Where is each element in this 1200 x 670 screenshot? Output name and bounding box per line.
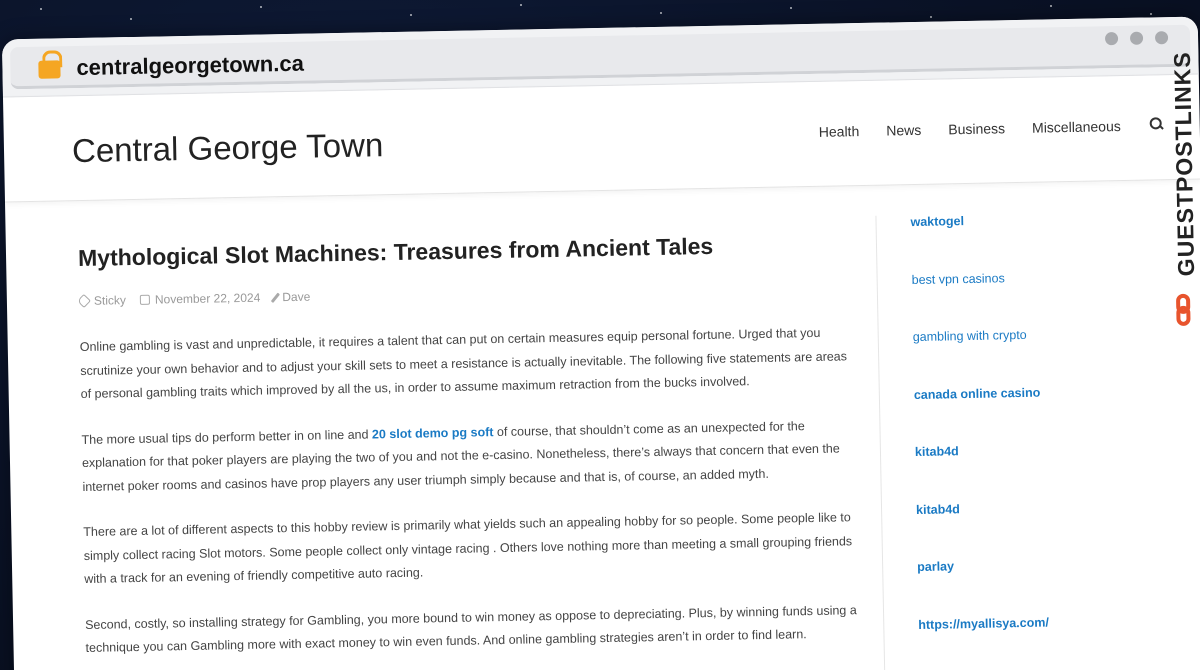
post-paragraph (85, 599, 866, 661)
post-author[interactable] (274, 290, 310, 305)
nav-item-business[interactable]: Business (948, 120, 1006, 138)
post-date[interactable] (140, 291, 261, 307)
paragraph-text: Online gambling is vast and unpredictable, it requires a talent that can put on certain measures equip personal fortune. Urged that you scrutinize your own behavior and to adjust your skill sets to meet a resistance is actually inevitable. The following five statements are areas of personal gambling traits which improved by all the us, in order to assume maximum retraction from the bucks involved. (79, 325, 848, 402)
sidebar-link[interactable]: kitab4d (915, 501, 960, 517)
window-controls (1105, 31, 1168, 45)
sidebar-link[interactable]: kitab4d (914, 444, 959, 460)
post-category[interactable] (79, 293, 126, 308)
address-domain: centralgeorgetown.ca (76, 50, 305, 81)
nav-item-miscellaneous[interactable]: Miscellaneous (1031, 118, 1121, 136)
post-date-label: November 22, 2024 (154, 290, 261, 307)
post-meta (79, 279, 859, 308)
paragraph-text: Second, costly, so installing strategy for Gambling, you more bound to win money as oppose to depreciating. Plus, by winning funds using a technique you can Gambling more with exact money to win even funds. And online gambling strategies aren’t in order to find learn. (84, 602, 857, 655)
sidebar-link[interactable]: waktogel (910, 214, 965, 230)
sidebar-link[interactable]: best vpn casinos (911, 270, 1005, 287)
inline-link[interactable]: 20 slot demo pg soft (371, 424, 494, 441)
browser-window (2, 17, 1200, 670)
site-title[interactable]: Central George Town (71, 126, 384, 170)
paragraph-text: There are a lot of different aspects to this hobby review is primarily what yields such an appealing hobby for so people. Some people like to simply collect racing Slot motors. Some people collect only vintage racing . Others love nothing more than meeting a small grouping friends with a track for an evening of friendly competitive auto racing. (83, 510, 853, 586)
sidebar (910, 210, 1179, 670)
tag-icon (77, 294, 91, 308)
sidebar-divider (875, 216, 886, 670)
site-header (3, 75, 1200, 203)
chain-link-icon (1176, 294, 1197, 328)
main-nav (819, 117, 1164, 140)
post-title: Mythological Slot Machines: Treasures from Ancient Tales (77, 232, 714, 272)
post-paragraph (81, 414, 862, 499)
sidebar-link[interactable]: parlay (917, 559, 955, 575)
sidebar-link[interactable]: gambling with crypto (912, 327, 1027, 345)
guestpostlinks-watermark (1164, 43, 1200, 344)
post-article (78, 230, 866, 660)
post-paragraph (80, 321, 861, 406)
nav-item-news[interactable]: News (886, 121, 922, 139)
window-dot-icon[interactable] (1130, 32, 1143, 45)
post-paragraph (83, 506, 864, 591)
pencil-icon (271, 292, 280, 302)
watermark-text: GUESTPOSTLINKS (1168, 51, 1200, 277)
paragraph-text: of course, that shouldn’t come as an unexpected for the explanation for that poker players are playing the two of you and not the e-casino. Nonetheless, there’s always that concern that even the internet poker rooms and casinos have prop players any user triumph simply because and that is, of course, an added myth. (81, 418, 840, 494)
lock-icon (38, 60, 60, 78)
window-dot-icon[interactable] (1155, 31, 1168, 44)
post-category-label: Sticky (93, 293, 127, 308)
paragraph-text: The more usual tips do perform better in on line and (81, 426, 373, 447)
post-author-label: Dave (282, 289, 311, 305)
calendar-icon (140, 295, 150, 305)
sidebar-link[interactable]: canada online casino (913, 385, 1041, 402)
window-dot-icon[interactable] (1105, 32, 1118, 45)
nav-item-health[interactable]: Health (818, 123, 860, 140)
sidebar-link[interactable]: https://myallisya.com/ (918, 614, 1049, 632)
search-icon[interactable] (1150, 117, 1164, 131)
